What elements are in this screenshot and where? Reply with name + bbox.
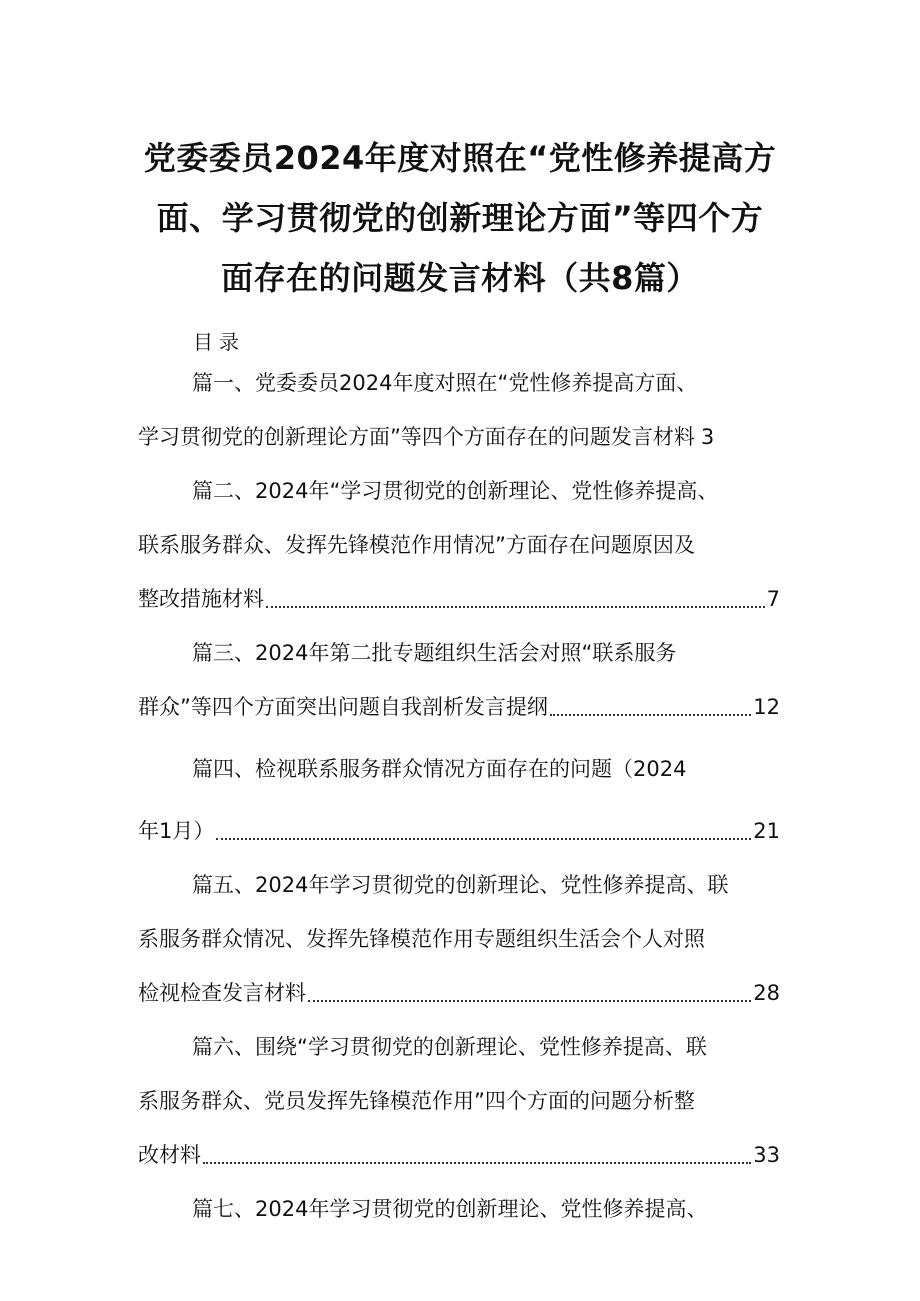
title-line-2: 面、学习贯彻党的创新理论方面”等四个方 xyxy=(156,199,764,237)
toc-entry-6-line-2: 系服务群众、党员发挥先锋模范作用”四个方面的问题分析整 xyxy=(138,1089,695,1113)
toc-entry-4[interactable] xyxy=(138,734,780,858)
toc-entry-2-line-2: 联系服务群众、发挥先锋模范作用情况”方面存在问题原因及 xyxy=(138,533,695,557)
toc-entry-7-line-1: 篇七、2024年学习贯彻党的创新理论、党性修养提高、 xyxy=(192,1197,708,1221)
toc-leader-dots xyxy=(550,693,751,716)
toc-entry-5[interactable] xyxy=(138,858,780,1020)
toc-entry-5-page: 28 xyxy=(753,981,780,1005)
toc-entry-1-page: 3 xyxy=(700,425,715,449)
toc-entry-1-line-1: 篇一、党委委员2024年度对照在“党性修养提高方面、 xyxy=(192,371,698,395)
title-line-1: 党委委员2024年度对照在“党性修养提高方 xyxy=(143,139,777,177)
toc-entry-4-line-2 xyxy=(138,804,780,858)
toc-entry-2[interactable] xyxy=(138,464,780,626)
toc-entry-1-line-2 xyxy=(138,410,780,464)
toc-entry-4-text: 年1月） xyxy=(138,819,215,843)
toc-entry-2-line-3 xyxy=(138,572,780,626)
toc-entry-1-text: 学习贯彻党的创新理论方面”等四个方面存在的问题发言材料 xyxy=(138,425,695,449)
toc-entry-6-text: 改材料 xyxy=(138,1143,201,1167)
toc-entry-6-line-1: 篇六、围绕“学习贯彻党的创新理论、党性修养提高、联 xyxy=(192,1035,707,1059)
toc-entry-3-page: 12 xyxy=(753,695,780,719)
toc-entry-6-page: 33 xyxy=(753,1143,780,1167)
toc-entry-4-line-1: 篇四、检视联系服务群众情况方面存在的问题（2024 xyxy=(192,757,687,781)
toc-leader-dots xyxy=(266,585,765,608)
toc-entry-2-text: 整改措施材料 xyxy=(138,587,264,611)
toc-leader-dots xyxy=(216,817,751,840)
toc-entry-3-line-2 xyxy=(138,680,780,734)
toc-entry-1[interactable] xyxy=(138,356,780,464)
toc-heading: 目录 xyxy=(193,330,245,354)
table-of-contents xyxy=(138,356,780,1236)
toc-entry-3[interactable] xyxy=(138,626,780,734)
toc-entry-5-line-3 xyxy=(138,966,780,1020)
toc-entry-2-page: 7 xyxy=(766,587,780,611)
document-title xyxy=(0,128,920,308)
toc-entry-6-line-3 xyxy=(138,1128,780,1182)
toc-entry-6[interactable] xyxy=(138,1020,780,1182)
toc-entry-3-text: 群众”等四个方面突出问题自我剖析发言提纲 xyxy=(138,695,548,719)
toc-entry-2-line-1: 篇二、2024年“学习贯彻党的创新理论、党性修养提高、 xyxy=(192,479,719,503)
title-line-3: 面存在的问题发言材料（共8篇） xyxy=(221,259,699,297)
toc-entry-3-line-1: 篇三、2024年第二批专题组织生活会对照“联系服务 xyxy=(192,641,677,665)
toc-entry-7[interactable] xyxy=(138,1182,780,1236)
toc-entry-5-text: 检视检查发言材料 xyxy=(138,981,306,1005)
toc-entry-5-line-2: 系服务群众情况、发挥先锋模范作用专题组织生活会个人对照 xyxy=(138,927,705,951)
toc-entry-5-line-1: 篇五、2024年学习贯彻党的创新理论、党性修养提高、联 xyxy=(192,873,729,897)
toc-entry-4-page: 21 xyxy=(753,819,780,843)
toc-leader-dots xyxy=(308,979,751,1002)
toc-leader-dots xyxy=(203,1141,751,1164)
